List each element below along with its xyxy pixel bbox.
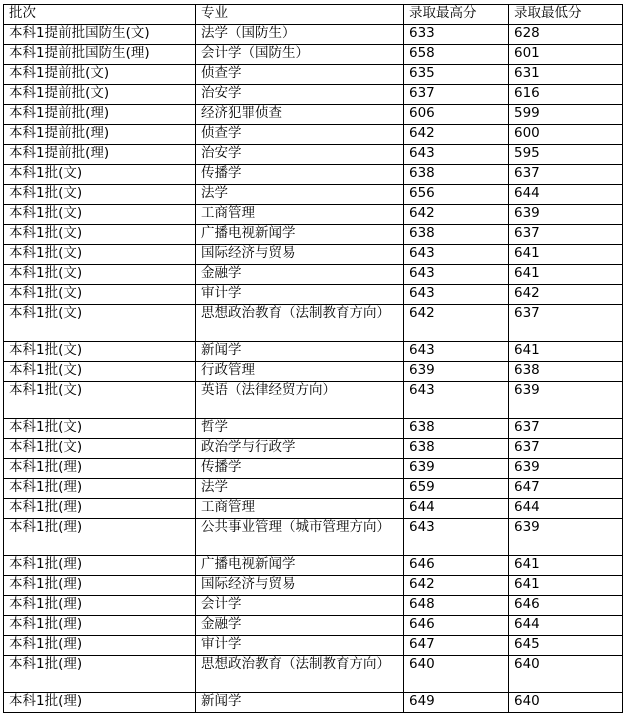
max-score-cell: 646 [404,556,509,576]
table-row [4,85,623,105]
table-row [4,225,623,245]
batch-cell: 本科1批(理) [4,693,196,713]
max-score-cell: 639 [404,362,509,382]
table-row [4,419,623,439]
max-score-cell: 637 [404,85,509,105]
max-score-cell: 649 [404,693,509,713]
batch-cell: 本科1批(文) [4,285,196,305]
major-cell: 金融学 [196,616,404,636]
batch-cell: 本科1批(文) [4,165,196,185]
batch-cell: 本科1批(文) [4,185,196,205]
header-major: 专业 [196,5,404,25]
batch-cell: 本科1批(文) [4,362,196,382]
max-score-cell: 642 [404,576,509,596]
batch-cell: 本科1提前批(理) [4,105,196,125]
max-score-cell: 638 [404,439,509,459]
min-score-cell: 640 [509,656,623,693]
batch-cell: 本科1批(理) [4,576,196,596]
major-cell: 公共事业管理（城市管理方向） [196,519,404,556]
batch-cell: 本科1提前批(理) [4,145,196,165]
batch-cell: 本科1批(理) [4,556,196,576]
min-score-cell: 628 [509,25,623,45]
major-cell: 治安学 [196,145,404,165]
header-row [4,5,623,25]
major-cell: 国际经济与贸易 [196,245,404,265]
min-score-cell: 640 [509,693,623,713]
max-score-cell: 639 [404,459,509,479]
batch-cell: 本科1批(文) [4,245,196,265]
max-score-cell: 638 [404,165,509,185]
min-score-cell: 601 [509,45,623,65]
major-cell: 会计学 [196,596,404,616]
table-row [4,342,623,362]
major-cell: 侦查学 [196,65,404,85]
table-row [4,65,623,85]
batch-cell: 本科1提前批(文) [4,85,196,105]
min-score-cell: 639 [509,205,623,225]
min-score-cell: 639 [509,459,623,479]
major-cell: 金融学 [196,265,404,285]
major-cell: 思想政治教育（法制教育方向） [196,305,404,342]
batch-cell: 本科1提前批国防生(理) [4,45,196,65]
table-row [4,285,623,305]
max-score-cell: 635 [404,65,509,85]
max-score-cell: 640 [404,656,509,693]
table-row [4,616,623,636]
max-score-cell: 642 [404,305,509,342]
batch-cell: 本科1批(理) [4,656,196,693]
major-cell: 工商管理 [196,205,404,225]
max-score-cell: 633 [404,25,509,45]
header-max-score: 录取最高分 [404,5,509,25]
min-score-cell: 639 [509,382,623,419]
major-cell: 广播电视新闻学 [196,556,404,576]
min-score-cell: 637 [509,225,623,245]
max-score-cell: 638 [404,419,509,439]
min-score-cell: 631 [509,65,623,85]
major-cell: 英语（法律经贸方向） [196,382,404,419]
min-score-cell: 641 [509,265,623,285]
table-row [4,576,623,596]
table-row [4,245,623,265]
table-row [4,439,623,459]
table-row [4,185,623,205]
table-row [4,25,623,45]
batch-cell: 本科1批(文) [4,439,196,459]
table-row [4,479,623,499]
max-score-cell: 658 [404,45,509,65]
table-body [4,25,623,713]
major-cell: 侦查学 [196,125,404,145]
major-cell: 法学（国防生） [196,25,404,45]
table-row [4,636,623,656]
major-cell: 新闻学 [196,693,404,713]
min-score-cell: 646 [509,596,623,616]
min-score-cell: 645 [509,636,623,656]
max-score-cell: 659 [404,479,509,499]
batch-cell: 本科1批(文) [4,205,196,225]
batch-cell: 本科1批(文) [4,342,196,362]
min-score-cell: 641 [509,245,623,265]
max-score-cell: 643 [404,519,509,556]
max-score-cell: 656 [404,185,509,205]
table-row [4,45,623,65]
max-score-cell: 647 [404,636,509,656]
min-score-cell: 647 [509,479,623,499]
major-cell: 审计学 [196,636,404,656]
min-score-cell: 600 [509,125,623,145]
major-cell: 哲学 [196,419,404,439]
min-score-cell: 641 [509,342,623,362]
batch-cell: 本科1批(文) [4,265,196,285]
batch-cell: 本科1批(理) [4,499,196,519]
min-score-cell: 637 [509,305,623,342]
table-row [4,105,623,125]
min-score-cell: 599 [509,105,623,125]
batch-cell: 本科1批(文) [4,419,196,439]
max-score-cell: 643 [404,342,509,362]
admission-scores-table [3,4,623,713]
table-row [4,693,623,713]
min-score-cell: 641 [509,556,623,576]
batch-cell: 本科1批(理) [4,519,196,556]
batch-cell: 本科1批(文) [4,225,196,245]
table-row [4,499,623,519]
max-score-cell: 643 [404,265,509,285]
batch-cell: 本科1批(文) [4,305,196,342]
min-score-cell: 644 [509,185,623,205]
max-score-cell: 642 [404,205,509,225]
max-score-cell: 643 [404,285,509,305]
table-row [4,556,623,576]
major-cell: 国际经济与贸易 [196,576,404,596]
major-cell: 传播学 [196,165,404,185]
min-score-cell: 638 [509,362,623,382]
table-row [4,165,623,185]
table-row [4,596,623,616]
major-cell: 经济犯罪侦查 [196,105,404,125]
table-row [4,459,623,479]
table-row [4,362,623,382]
batch-cell: 本科1提前批(文) [4,65,196,85]
batch-cell: 本科1批(文) [4,382,196,419]
major-cell: 会计学（国防生） [196,45,404,65]
major-cell: 工商管理 [196,499,404,519]
table-row [4,305,623,342]
major-cell: 新闻学 [196,342,404,362]
table-row [4,205,623,225]
batch-cell: 本科1批(理) [4,479,196,499]
min-score-cell: 616 [509,85,623,105]
min-score-cell: 595 [509,145,623,165]
major-cell: 政治学与行政学 [196,439,404,459]
table-row [4,656,623,693]
major-cell: 行政管理 [196,362,404,382]
min-score-cell: 637 [509,419,623,439]
min-score-cell: 639 [509,519,623,556]
max-score-cell: 606 [404,105,509,125]
major-cell: 审计学 [196,285,404,305]
max-score-cell: 642 [404,125,509,145]
major-cell: 法学 [196,185,404,205]
header-min-score: 录取最低分 [509,5,623,25]
max-score-cell: 638 [404,225,509,245]
batch-cell: 本科1批(理) [4,616,196,636]
max-score-cell: 644 [404,499,509,519]
batch-cell: 本科1批(理) [4,596,196,616]
max-score-cell: 643 [404,145,509,165]
table-row [4,145,623,165]
batch-cell: 本科1批(理) [4,636,196,656]
min-score-cell: 637 [509,165,623,185]
table-row [4,265,623,285]
table-row [4,519,623,556]
major-cell: 广播电视新闻学 [196,225,404,245]
max-score-cell: 648 [404,596,509,616]
major-cell: 传播学 [196,459,404,479]
major-cell: 治安学 [196,85,404,105]
batch-cell: 本科1批(理) [4,459,196,479]
max-score-cell: 646 [404,616,509,636]
major-cell: 思想政治教育（法制教育方向） [196,656,404,693]
batch-cell: 本科1提前批国防生(文) [4,25,196,45]
major-cell: 法学 [196,479,404,499]
batch-cell: 本科1提前批(理) [4,125,196,145]
table-row [4,125,623,145]
min-score-cell: 642 [509,285,623,305]
min-score-cell: 644 [509,499,623,519]
table-row [4,382,623,419]
header-batch: 批次 [4,5,196,25]
min-score-cell: 637 [509,439,623,459]
min-score-cell: 641 [509,576,623,596]
max-score-cell: 643 [404,382,509,419]
max-score-cell: 643 [404,245,509,265]
min-score-cell: 644 [509,616,623,636]
